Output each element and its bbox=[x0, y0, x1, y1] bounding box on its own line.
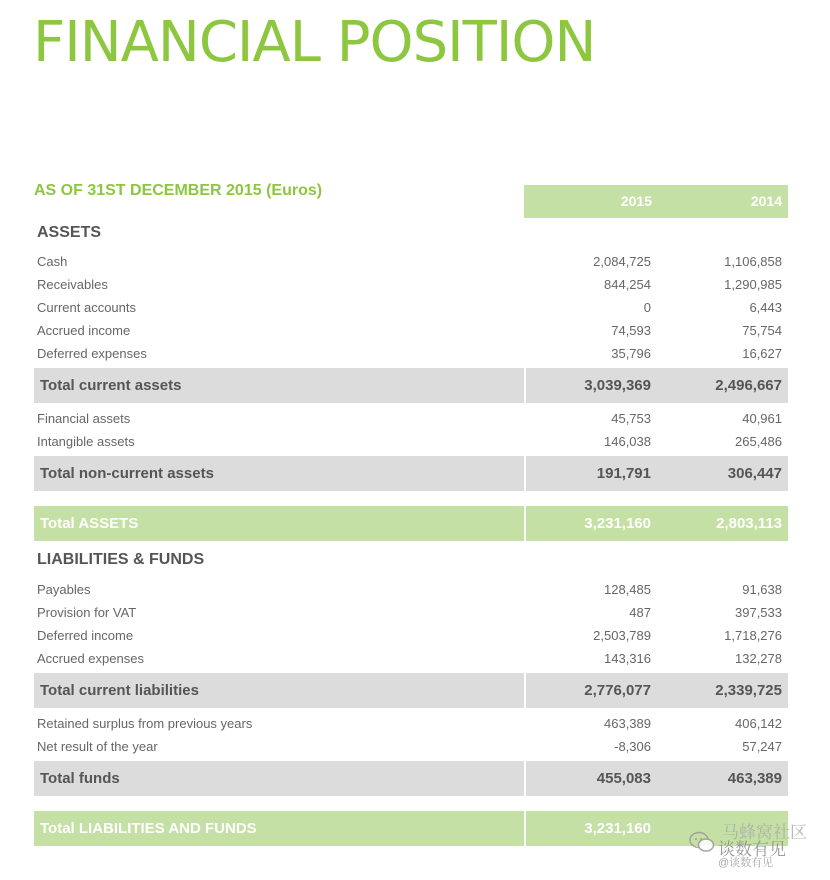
row-label: Accrued expenses bbox=[37, 651, 144, 666]
value-2014: 6,443 bbox=[749, 300, 782, 315]
value-2014: 132,278 bbox=[735, 651, 782, 666]
value-2014: 91,638 bbox=[742, 582, 782, 597]
row-label: Total current liabilities bbox=[40, 682, 199, 699]
value-2015: 463,389 bbox=[604, 716, 651, 731]
table-row bbox=[34, 712, 788, 734]
row-label: Deferred income bbox=[37, 628, 134, 643]
value-2014: 306,447 bbox=[727, 465, 782, 482]
row-label: Total non-current assets bbox=[40, 465, 214, 482]
total-current-assets-row bbox=[34, 368, 788, 403]
watermark-line-3: @谈数有见 bbox=[718, 857, 774, 869]
value-2015: 3,231,160 bbox=[584, 820, 651, 837]
value-2014: 16,627 bbox=[742, 346, 782, 361]
column-header-2014: 2014 bbox=[750, 193, 782, 209]
value-2014: 265,486 bbox=[735, 434, 782, 449]
column-separator bbox=[524, 506, 526, 541]
value-2015: 35,796 bbox=[611, 346, 651, 361]
column-separator bbox=[524, 761, 526, 796]
value-2015: 146,038 bbox=[604, 434, 651, 449]
value-2015: 2,084,725 bbox=[593, 254, 651, 269]
value-2014: 40,961 bbox=[742, 411, 782, 426]
row-label: Intangible assets bbox=[37, 434, 135, 449]
total-liabilities-funds-row bbox=[34, 811, 788, 846]
row-label: Total current assets bbox=[40, 377, 182, 394]
watermark-line-2: 谈数有见 bbox=[718, 840, 786, 859]
table-row bbox=[34, 319, 788, 341]
table-row bbox=[34, 296, 788, 318]
value-2015: -8,306 bbox=[614, 739, 651, 754]
total-funds-row bbox=[34, 761, 788, 796]
row-label: Receivables bbox=[37, 277, 108, 292]
value-2014: 397,533 bbox=[735, 605, 782, 620]
value-2015: 2,776,077 bbox=[584, 682, 651, 699]
row-label: Retained surplus from previous years bbox=[37, 716, 253, 731]
value-2014: 75,754 bbox=[742, 323, 782, 338]
assets-section-label: ASSETS bbox=[37, 224, 102, 241]
row-label: Payables bbox=[37, 582, 91, 597]
row-label: Current accounts bbox=[37, 300, 136, 315]
table-row bbox=[34, 342, 788, 364]
value-2014: 1,106,858 bbox=[724, 254, 782, 269]
value-2014: 463,389 bbox=[727, 770, 782, 787]
row-label: Cash bbox=[37, 254, 68, 269]
row-label: Deferred expenses bbox=[37, 346, 147, 361]
value-2014: 2,496,667 bbox=[715, 377, 782, 394]
watermark bbox=[688, 818, 818, 870]
value-2014: 57,247 bbox=[742, 739, 782, 754]
row-label: Accrued income bbox=[37, 323, 131, 338]
table-row bbox=[34, 601, 788, 623]
column-separator bbox=[524, 673, 526, 708]
value-2014: 1,290,985 bbox=[724, 277, 782, 292]
column-header-2015: 2015 bbox=[620, 193, 652, 209]
liabilities-section-label: LIABILITIES & FUNDS bbox=[37, 551, 205, 568]
total-current-liabilities-row bbox=[34, 673, 788, 708]
total-assets-row bbox=[34, 506, 788, 541]
value-2014: 1,718,276 bbox=[724, 628, 782, 643]
row-label: Total LIABILITIES AND FUNDS bbox=[40, 820, 257, 837]
value-2015: 455,083 bbox=[596, 770, 651, 787]
column-separator bbox=[524, 456, 526, 491]
total-noncurrent-assets-row bbox=[34, 456, 788, 491]
column-separator bbox=[524, 368, 526, 403]
value-2015: 143,316 bbox=[604, 651, 651, 666]
column-separator bbox=[524, 811, 526, 846]
value-2015: 2,503,789 bbox=[593, 628, 651, 643]
table-row bbox=[34, 430, 788, 452]
value-2015: 3,231,160 bbox=[584, 515, 651, 532]
value-2015: 0 bbox=[643, 300, 651, 315]
table-row bbox=[34, 578, 788, 600]
value-2015: 3,039,369 bbox=[584, 377, 651, 394]
value-2015: 487 bbox=[629, 605, 651, 620]
table-row bbox=[34, 273, 788, 295]
table-row bbox=[34, 407, 788, 429]
table-row bbox=[34, 647, 788, 669]
value-2015: 128,485 bbox=[604, 582, 651, 597]
value-2015: 191,791 bbox=[596, 465, 651, 482]
table-row bbox=[34, 735, 788, 757]
row-label: Net result of the year bbox=[37, 739, 158, 754]
value-2014: 2,803,113 bbox=[716, 515, 782, 532]
value-2014: 2,339,725 bbox=[715, 682, 782, 699]
value-2015: 844,254 bbox=[604, 277, 651, 292]
table-row bbox=[34, 250, 788, 272]
row-label: Provision for VAT bbox=[37, 605, 137, 620]
page-title: FINANCIAL POSITION bbox=[33, 10, 596, 75]
value-2014: 406,142 bbox=[735, 716, 782, 731]
value-2015: 45,753 bbox=[611, 411, 651, 426]
table-row bbox=[34, 624, 788, 646]
chat-bubble-icon bbox=[688, 828, 716, 856]
row-label: Total ASSETS bbox=[40, 515, 139, 532]
watermark-line-1: 马蜂窝社区 bbox=[722, 823, 807, 842]
value-2015: 74,593 bbox=[611, 323, 651, 338]
as-of-heading: AS OF 31ST DECEMBER 2015 (Euros) bbox=[34, 182, 323, 199]
row-label: Total funds bbox=[40, 770, 120, 787]
row-label: Financial assets bbox=[37, 411, 131, 426]
